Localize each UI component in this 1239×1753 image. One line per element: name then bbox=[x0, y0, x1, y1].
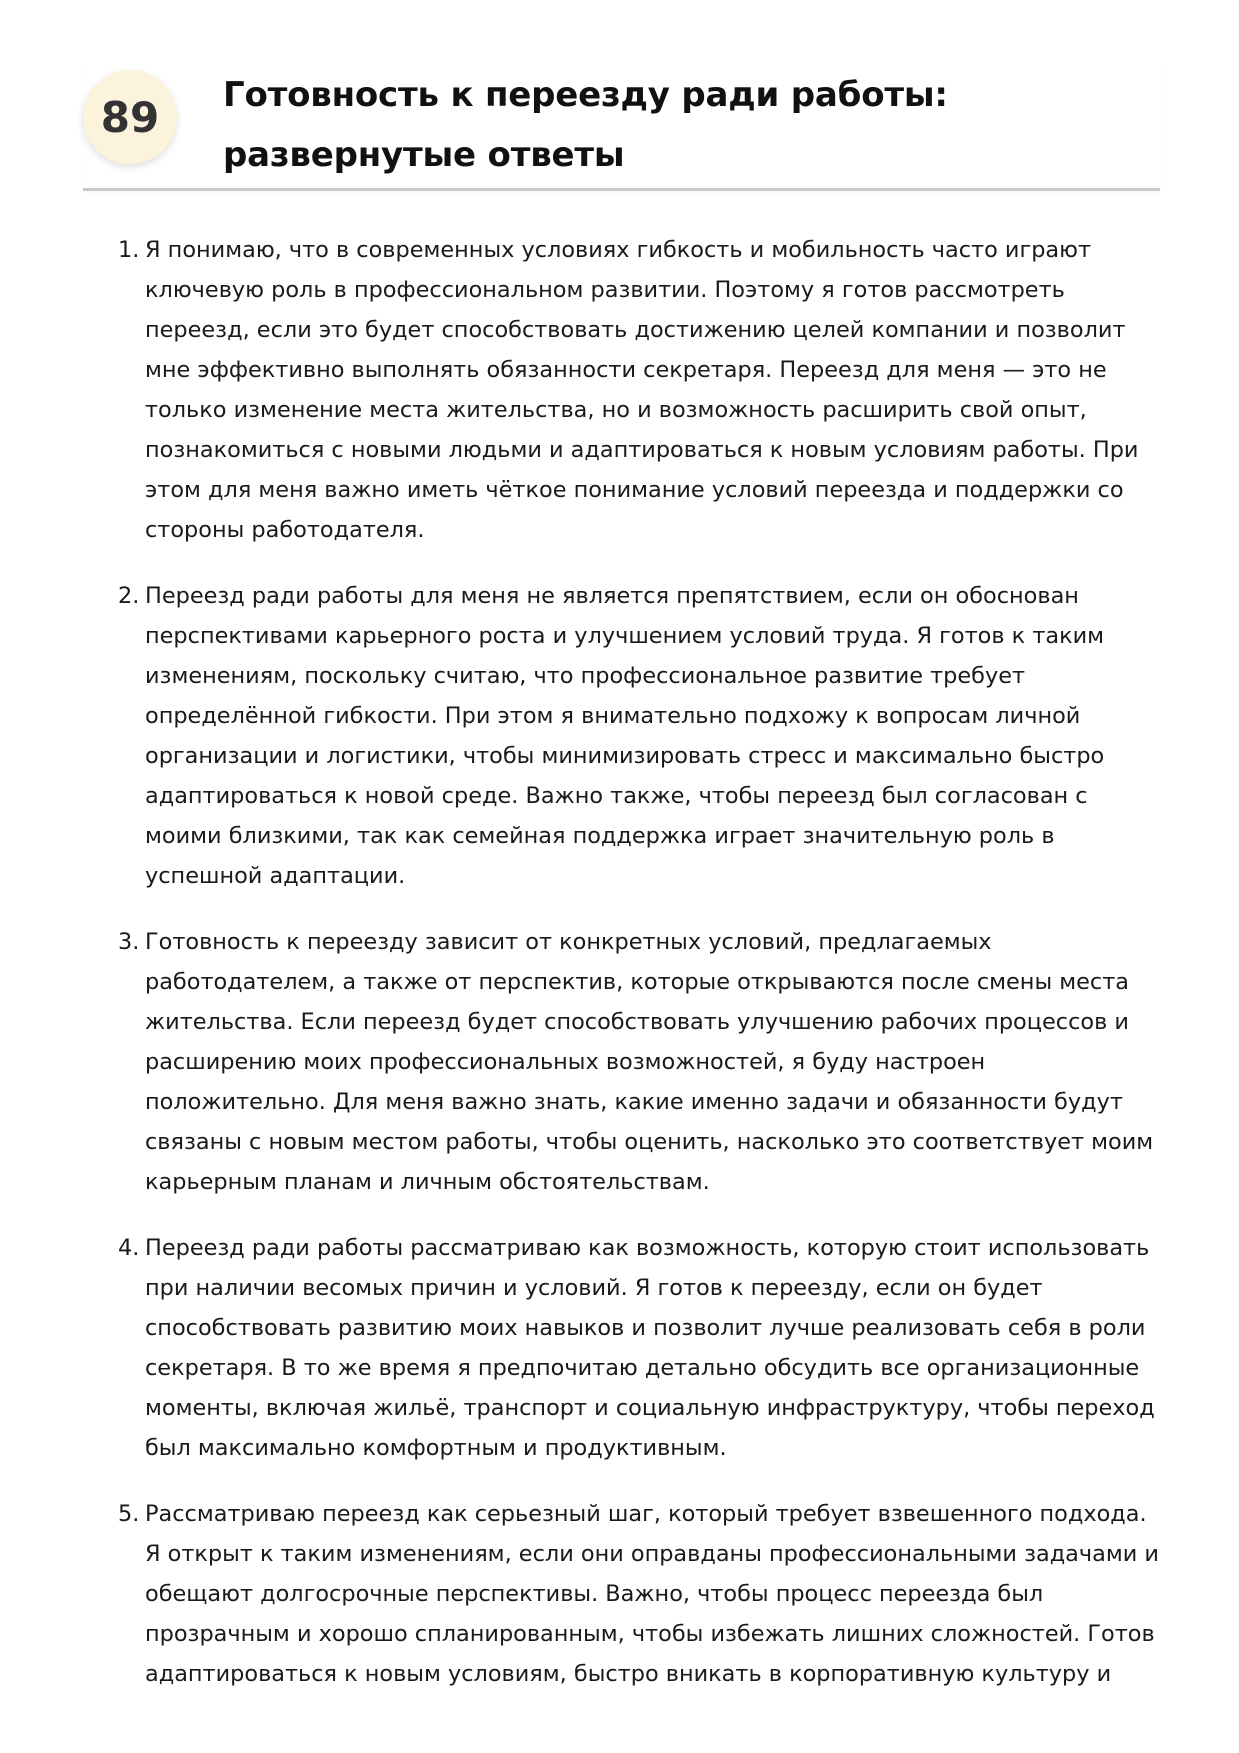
page-title: Готовность к переезду ради работы: развернутые ответы bbox=[223, 75, 948, 175]
answer-text: Я понимаю, что в современных условиях гибкость и мобильность часто играют ключевую роль в профессиональном развитии. Поэтому я готов рассмотреть переезд, если это будет способствовать достижению целей компании и позволит мне эффективно выполнять обязанности секретаря. Переезд для меня — это не только изменение места жительства, но и возможность расширить свой опыт, познакомиться с новыми людьми и адаптироваться к новым условиям работы. При этом для меня важно иметь чёткое понимание условий переезда и поддержки со стороны работодателя. bbox=[145, 237, 1139, 543]
answer-item bbox=[118, 1494, 1160, 1694]
answer-item bbox=[118, 230, 1160, 550]
answer-item bbox=[118, 922, 1160, 1202]
answer-number: 5. bbox=[118, 1501, 140, 1527]
question-number-badge: 89 bbox=[83, 70, 177, 164]
answer-text: Готовность к переезду зависит от конкретных условий, предлагаемых работодателем, а также от перспектив, которые открываются после смены места жительства. Если переезд будет способствовать улучшению рабочих процессов и расширению моих профессиональных возможностей, я буду настроен положительно. Для меня важно знать, какие именно задачи и обязанности будут связаны с новым местом работы, чтобы оценить, насколько это соответствует моим карьерным планам и личным обстоятельствам. bbox=[145, 929, 1154, 1195]
section-header bbox=[83, 60, 1160, 191]
answer-number: 2. bbox=[118, 583, 140, 609]
answer-number: 1. bbox=[118, 237, 140, 263]
answer-item bbox=[118, 576, 1160, 896]
answer-number: 4. bbox=[118, 1235, 140, 1261]
answer-text: Рассматриваю переезд как серьезный шаг, который требует взвешенного подхода. Я открыт к таким изменениям, если они оправданы профессиональными задачами и обещают долгосрочные перспективы. Важно, чтобы процесс переезда был прозрачным и хорошо спланированным, чтобы избежать лишних сложностей. Готов адаптироваться к новым условиям, быстро вникать в корпоративную культуру и bbox=[145, 1501, 1159, 1687]
answer-number: 3. bbox=[118, 929, 140, 955]
answer-text: Переезд ради работы рассматриваю как возможность, которую стоит использовать при наличии весомых причин и условий. Я готов к переезду, если он будет способствовать развитию моих навыков и позволит лучше реализовать себя в роли секретаря. В то же время я предпочитаю детально обсудить все организационные моменты, включая жильё, транспорт и социальную инфраструктуру, чтобы переход был максимально комфортным и продуктивным. bbox=[145, 1235, 1155, 1461]
answers-list bbox=[118, 230, 1160, 1720]
answer-item bbox=[118, 1228, 1160, 1468]
answer-text: Переезд ради работы для меня не является препятствием, если он обоснован перспективами карьерного роста и улучшением условий труда. Я готов к таким изменениям, поскольку считаю, что профессиональное развитие требует определённой гибкости. При этом я внимательно подхожу к вопросам личной организации и логистики, чтобы минимизировать стресс и максимально быстро адаптироваться к новой среде. Важно также, чтобы переезд был согласован с моими близкими, так как семейная поддержка играет значительную роль в успешной адаптации. bbox=[145, 583, 1105, 889]
